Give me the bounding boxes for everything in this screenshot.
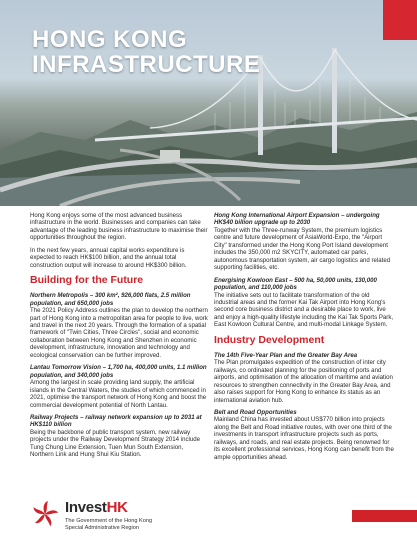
item-title: Northern Metropolis – 300 km², 926,000 flats, 2.5 million population, and 650,000 jobs (30, 292, 191, 307)
item-five-year-plan (214, 352, 394, 404)
intro-paragraph-2: In the next few years, annual capital works expenditure is expected to reach HK$100 billion, and the annual total construction output will increase to around HK$300 billion. (30, 246, 187, 269)
brand-suffix: HK (106, 499, 128, 516)
item-body: The 2021 Policy Address outlines the plan to develop the northern part of Hong Kong into a metropolitan area for people to live, work and travel in the next 20 years. Through the formation of a spatial framework of "Twin Cities, Three Circles", social and economic collaboration between Hong Kong and Shenzhen in economic development, infrastructure, innovation and technology and ecological conservation can be further improved. (30, 307, 208, 359)
bridge-tower-right (332, 48, 337, 153)
right-column (214, 212, 394, 466)
hero-photo (0, 0, 417, 206)
item-body: Together with the Three-runway System, the premium logistics centre and future development of AsiaWorld-Expo, the "Airport City" transformed under the Hong Kong Port Island development includes the 350,000 m2 SKYCITY, automated car parks, autonomous transportation system, air cargo logistics and related supporting facilities, etc. (214, 226, 391, 272)
item-belt-and-road (214, 409, 394, 461)
item-body: Being the backbone of public transport system, new railway projects under the Railway Development Strategy 2014 include Tung Chung Line Extension, Tuen Mun South Extension, Northern Link and Hung Shui Kiu Station. (30, 428, 201, 459)
item-body: Among the largest in scale providing land supply, the artificial islands in the Central Waters, the studies of which commenced in 2021, optimise the transport network of Hong Kong and boost the commercial development potential of North Lantau. (30, 379, 207, 409)
project-railway (30, 414, 208, 459)
gov-line-2: Special Administrative Region (65, 524, 139, 531)
brand-prefix: Invest (65, 499, 107, 516)
title-line-2: INFRASTRUCTURE (32, 51, 261, 78)
footer-accent-bar (352, 510, 417, 522)
item-title: Belt and Road Opportunities (214, 408, 297, 416)
gov-line-1: The Government of the Hong Kong (65, 518, 153, 524)
item-body: Mainland China has invested about US$770 billion into projects along the Belt and Road initiative routes, with over one third of the investments in transport infrastructure projects such as ports, railways, and roads, and real estate projects. Being renowned for its excellent professional services, Hong Kong can benefit from the ample opportunities ahead. (214, 416, 394, 461)
project-airport (214, 212, 394, 272)
project-kowloon-east (214, 277, 394, 329)
project-lantau (30, 364, 208, 409)
investhk-logo (65, 500, 128, 516)
item-body: The Plan promulgates expedition of the construction of inter city railways, co ordinated planning for the positioning of ports and airports, and optimisation of the allocation of maritime and aviation resources to strengthen connectivity in the Greater Bay Area, and also raises support for Hong Kong to enhance its status as an international aviation hub. (214, 359, 393, 404)
left-column (30, 212, 208, 464)
building (160, 150, 180, 162)
item-body: The initiative sets out to facilitate transformation of the old industrial areas and the former Kai Tak Airport into Hong Kong's second core business district and a desirable place to work, live and enjoy a high-quality lifestyle including the Kai Tak Sports Park, East Kowloon Cultural Centre, and multi-modal Linkage System. (214, 291, 394, 329)
item-title: Energising Kowloon East – 500 ha, 50,000 units, 130,000 population, and 110,000 jobs (214, 276, 377, 292)
section-heading-industry: Industry Development (214, 333, 325, 346)
section-heading-building: Building for the Future (30, 274, 144, 287)
intro-paragraph-1: Hong Kong enjoys some of the most advanced business infrastructure in the world. Businesses and companies can take advantage of the leading business infrastructure to maximise their opportunities throughout the region. (30, 212, 208, 242)
title-line-1: HONG KONG (32, 26, 188, 53)
footer-logo (30, 497, 180, 535)
item-title: The 14th Five-Year Plan and the Greater Bay Area (214, 351, 358, 359)
corner-tab (383, 0, 417, 40)
page-title (32, 27, 260, 77)
item-title: Lantau Tomorrow Vision – 1,700 ha, 400,000 units, 1.1 million population, and 340,000 jobs (30, 364, 207, 379)
item-title: Railway Projects – railway network expansion up to 2031 at HK$110 billion (30, 413, 202, 429)
project-northern-metropolis (30, 292, 208, 359)
government-caption (65, 518, 205, 532)
bauhinia-emblem-icon (30, 497, 60, 533)
item-title: Hong Kong International Airport Expansion – undergoing HK$40 billion upgrade up to 2030 (214, 212, 380, 227)
